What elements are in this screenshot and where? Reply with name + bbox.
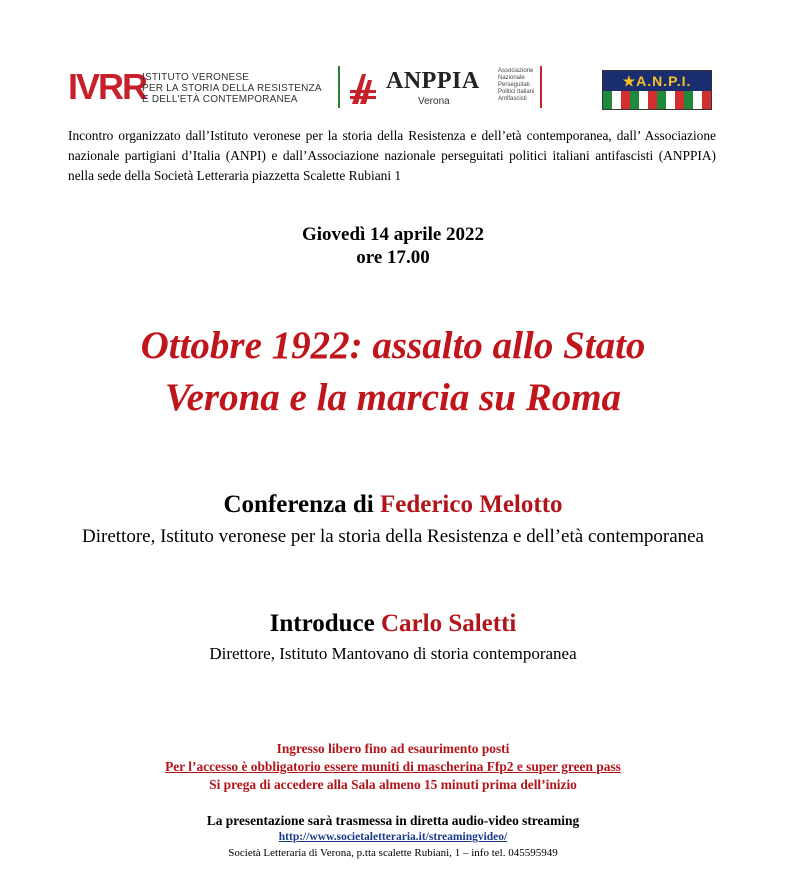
event-title — [0, 320, 786, 424]
footer-contact: Società Letteraria di Verona, p.tta scalette Rubiani, 1 – info tel. 045595949 — [228, 847, 558, 859]
anpi-logo — [602, 70, 712, 110]
anpi-name: ★A.N.P.I. — [603, 71, 711, 91]
anppia-fullname-line: Politici Italiani — [498, 89, 535, 95]
anppia-fullname — [498, 68, 534, 103]
notice-arrive-early: Si prega di accedere alla Sala almeno 15 minuti prima dell’inizio — [209, 777, 577, 792]
conference-heading — [0, 490, 786, 520]
anppia-fullname-line: Antifascisti — [498, 96, 527, 102]
anpi-flag-stripes — [603, 91, 711, 109]
notice-free-entry: Ingresso libero fino ad esaurimento posti — [276, 741, 510, 756]
streaming-link[interactable]: http://www.societaletteraria.it/streamingvideo/ — [278, 831, 508, 843]
conference-label: Conferenza di — [223, 491, 380, 518]
event-title-line-2: Verona e la marcia su Roma — [164, 376, 622, 419]
anppia-emblem-icon — [346, 70, 380, 106]
introduction-heading — [0, 609, 786, 639]
anppia-red-bar — [540, 66, 542, 108]
anppia-fullname-line: Associazione — [498, 68, 534, 74]
ivrr-logo-line-1: ISTITUTO VERONESE — [142, 72, 250, 83]
access-notices — [0, 740, 786, 794]
ivrr-logo-text — [142, 72, 322, 105]
ivrr-logo — [68, 68, 338, 108]
event-datetime — [0, 223, 786, 269]
anppia-name: ANPPIA — [386, 68, 480, 94]
conference-speaker-role: Direttore, Istituto veronese per la storia della Resistenza e dell’età contemporanea — [82, 526, 704, 547]
anppia-fullname-line: Nazionale — [498, 75, 525, 81]
anppia-city: Verona — [418, 96, 450, 107]
streaming-info: La presentazione sarà trasmessa in diretta audio-video streaming — [206, 813, 580, 828]
notice-mask-requirement: Per l’accesso è obbligatorio essere muniti di mascherina Ffp2 e super green pass — [165, 759, 621, 774]
ivrr-logo-line-2: PER LA STORIA DELLA RESISTENZA — [142, 83, 322, 94]
event-time: ore 17.00 — [356, 247, 430, 268]
intro-paragraph: Incontro organizzato dall’Istituto veronese per la storia della Resistenza e dell’età contemporanea, dall’ Associazione nazionale partigiani d’Italia (ANPI) e dall’Associazione nazionale perseguitati politici italiani antifascisti (ANPPIA) nella sede della Società Letteraria piazzetta Scalette Rubiani 1 — [68, 128, 716, 183]
event-title-line-1: Ottobre 1922: assalto allo Stato — [140, 324, 646, 367]
event-date: Giovedì 14 aprile 2022 — [301, 224, 485, 245]
conference-speaker: Federico Melotto — [379, 491, 563, 518]
introduction-label: Introduce — [269, 610, 381, 637]
anppia-green-bar — [338, 66, 340, 108]
anppia-fullname-line: Perseguitati — [498, 82, 530, 88]
ivrr-logo-line-3: E DELL'ETÀ CONTEMPORANEA — [142, 94, 298, 105]
logo-bar — [0, 62, 786, 112]
introduction-speaker: Carlo Saletti — [380, 610, 517, 637]
ivrr-logo-mark: IVRR — [68, 66, 147, 107]
introduction-speaker-role: Direttore, Istituto Mantovano di storia contemporanea — [209, 644, 577, 663]
anppia-logo — [338, 66, 542, 108]
